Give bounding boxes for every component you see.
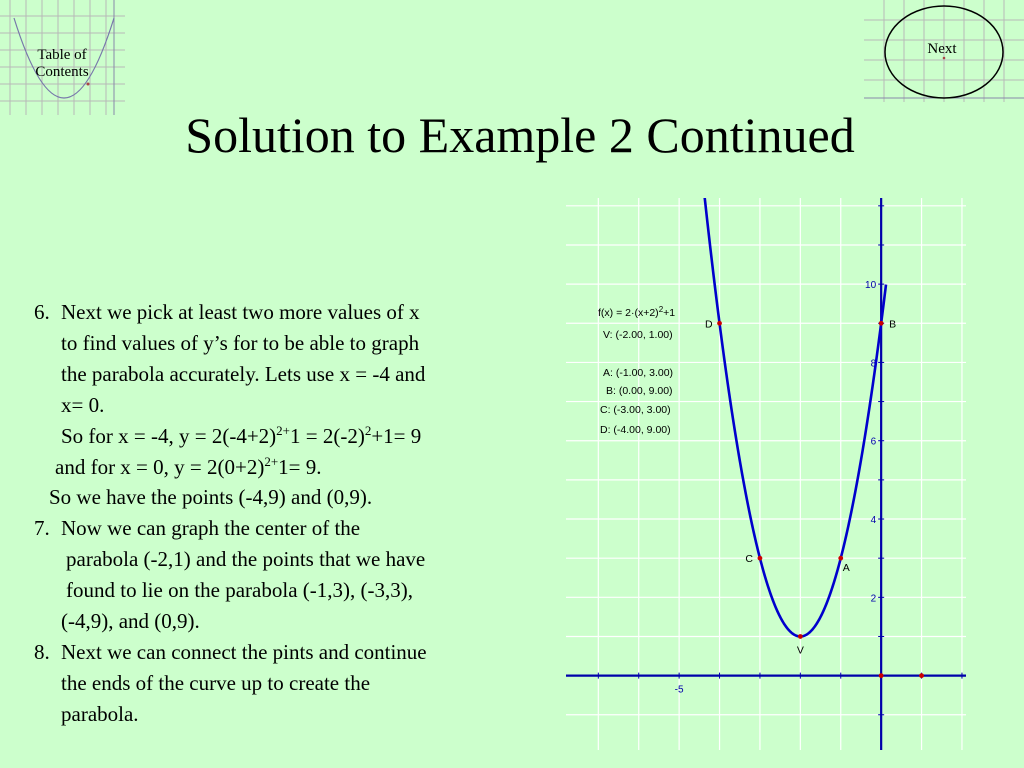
exponent: 2+ (264, 453, 279, 469)
solution-steps (34, 297, 519, 730)
toc-label-line-2: Contents (35, 64, 89, 80)
y-tick-label: 4 (870, 515, 877, 527)
x-tick-label: -5 (674, 684, 684, 696)
step-line: to find values of y’s for to be able to graph (61, 330, 420, 355)
axis-point (919, 673, 924, 678)
next-button[interactable] (864, 0, 1024, 102)
step-text: +1= 9 (371, 423, 422, 448)
step-text: 1= 9. (278, 454, 322, 479)
step-line: (-4,9), and (0,9). (61, 609, 200, 634)
step-number: 8. (34, 639, 50, 664)
step-line (34, 452, 519, 483)
y-tick-label: 6 (870, 436, 877, 448)
point-a (838, 556, 843, 561)
step-line (61, 421, 519, 452)
step-line: Next we can connect the pints and continue (61, 639, 427, 664)
grid (566, 198, 966, 750)
step-text: and for x = 0, y = 2(0+2) (55, 454, 265, 479)
step-number: 7. (34, 516, 50, 541)
table-of-contents-button[interactable] (0, 0, 125, 115)
point-b-label: B: (0.00, 9.00) (606, 385, 673, 397)
step-line: parabola. (61, 701, 139, 726)
point-label-a: A (842, 562, 850, 575)
parabola-graph (566, 198, 966, 750)
step-text: 1 = 2(-2) (290, 423, 365, 448)
step-line: found to lie on the parabola (-1,3), (-3,3), (66, 578, 413, 603)
step-line: parabola (-2,1) and the points that we have (66, 547, 426, 572)
point-label-c: C (745, 553, 753, 566)
step-line: x= 0. (61, 392, 105, 417)
function-label: $f(x) = 2\cdot(x+2)^2+1$ (598, 305, 676, 319)
exponent: 2+ (276, 422, 291, 438)
exponent: 2 (364, 422, 372, 438)
point-c (758, 556, 763, 561)
step-line: the parabola accurately. Lets use x = -4 and (61, 361, 426, 386)
info-panel (598, 305, 675, 436)
y-tick-label: 10 (865, 280, 877, 292)
y-tick-label: 8 (870, 358, 877, 370)
parabola-curve (699, 198, 886, 636)
axes (566, 198, 966, 750)
next-label: Next (927, 41, 957, 57)
toc-label (22, 47, 102, 81)
toc-label-line-1: Table of (37, 47, 87, 63)
step-6 (34, 297, 519, 452)
point-d-label: D: (-4.00, 9.00) (600, 424, 671, 436)
point-b (879, 321, 884, 326)
point-label-b: B (889, 318, 897, 331)
vertex-label: V: (-2.00, 1.00) (603, 329, 673, 341)
curve-layer (699, 198, 886, 636)
point-d (717, 321, 722, 326)
step-line: the ends of the curve up to create the (61, 670, 371, 695)
point-a-label: A: (-1.00, 3.00) (603, 367, 674, 379)
step-line: Next we pick at least two more values of x (61, 300, 420, 324)
step-line: Now we can graph the center of the (61, 516, 361, 541)
graph-canvas (566, 198, 966, 750)
y-tick-label: 2 (870, 593, 877, 605)
point-label-v: V (796, 644, 804, 657)
step-number: 6. (34, 300, 50, 324)
axis-point (879, 673, 884, 678)
step-7 (34, 513, 519, 637)
page-title: Solution to Example 2 Continued (185, 107, 855, 163)
points-layer (705, 318, 924, 678)
step-line: So we have the points (-4,9) and (0,9). (49, 485, 373, 510)
point-c-label: C: (-3.00, 3.00) (600, 404, 671, 416)
step-8 (34, 637, 519, 730)
point-label-d: D (704, 318, 713, 331)
step-text: So for x = -4, y = 2(-4+2) (61, 423, 277, 448)
point-v (798, 634, 803, 639)
